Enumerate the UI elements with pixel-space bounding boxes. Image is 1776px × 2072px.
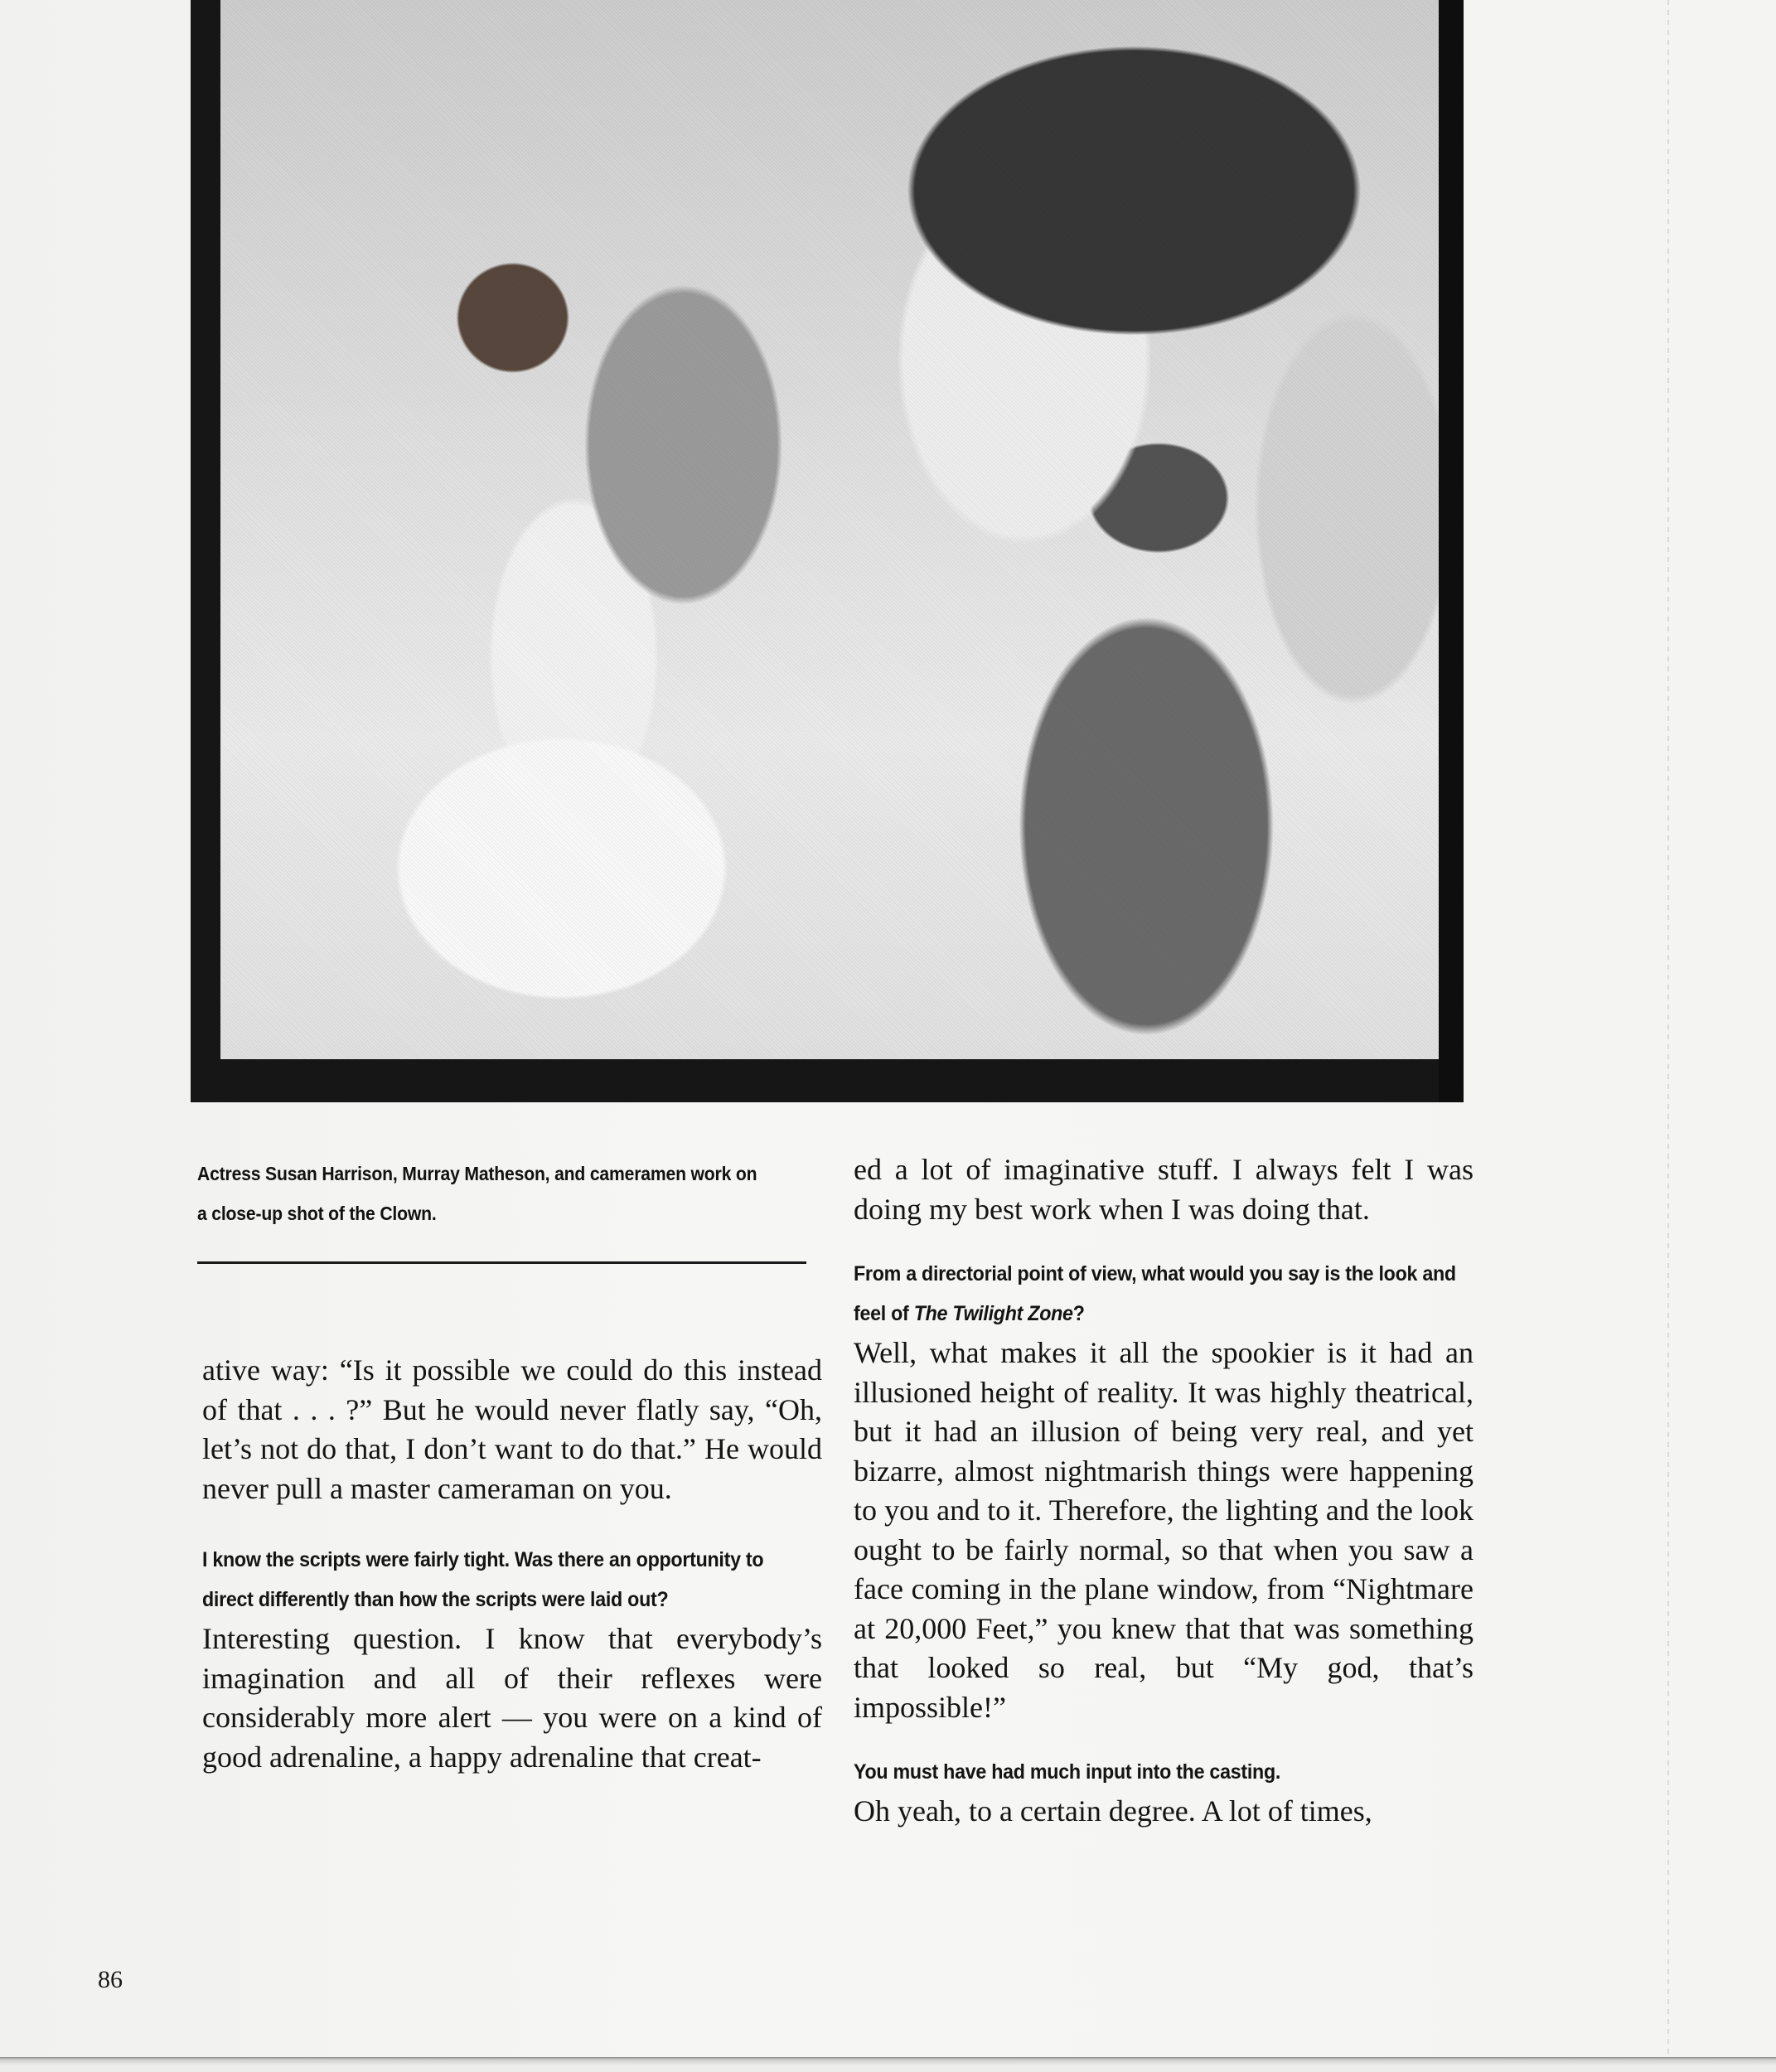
- production-photo: [191, 0, 1464, 1102]
- interview-answer: Well, what makes it all the spookier is it had an illusioned height of reality. It was highly theatrical, but it had an illusion of being very real, and yet bizarre, almost nightmarish things were happening to you and to it. Therefore, the lighting and the look ought to be fairly normal, so that when you saw a face coming in the plane window, from “Nightmare at 20,000 Feet,” you knew that that was something that looked so real, but “My god, that’s impossible!”: [854, 1336, 1474, 1724]
- interview-answer: Oh yeah, to a certain degree. A lot of times,: [854, 1794, 1372, 1828]
- caption-divider: [197, 1261, 806, 1264]
- body-paragraph: ative way: “Is it possible we could do this instead of that . . . ?” But he would never flatly say, “Oh, let’s not do that, I don’t want to do that.” He would never pull a master cameraman on you.: [202, 1353, 822, 1505]
- page-bottom-edge: [0, 2057, 1776, 2072]
- photo-caption: Actress Susan Harrison, Murray Matheson, and cameramen work on a close-up shot of the Clown.: [197, 1163, 757, 1224]
- interview-question: [854, 1254, 1463, 1334]
- question-text: From a directorial point of view, what would you say is the look and feel of: [854, 1262, 1456, 1325]
- show-title: The Twilight Zone: [913, 1302, 1073, 1325]
- left-column: [202, 1351, 822, 1777]
- interview-question: You must have had much input into the casting.: [854, 1760, 1281, 1784]
- interview-answer: Interesting question. I know that everybody’s imagination and all of their reflexes were considerably more alert — you were on a kind of good adrenaline, a happy adrenaline that creat-: [202, 1622, 822, 1774]
- interview-question: I know the scripts were fairly tight. Was there an opportunity to direct differently than how the scripts were laid out?: [202, 1548, 764, 1611]
- photo-image-icon: [220, 0, 1439, 1059]
- body-paragraph: ed a lot of imaginative stuff. I always felt I was doing my best work when I was doing that.: [854, 1153, 1474, 1226]
- page-edge: [1667, 0, 1669, 2062]
- right-column: [854, 1150, 1474, 1832]
- photo-border: [1439, 0, 1464, 1102]
- page-number: 86: [98, 1966, 123, 1993]
- question-punctuation: ?: [1072, 1302, 1085, 1325]
